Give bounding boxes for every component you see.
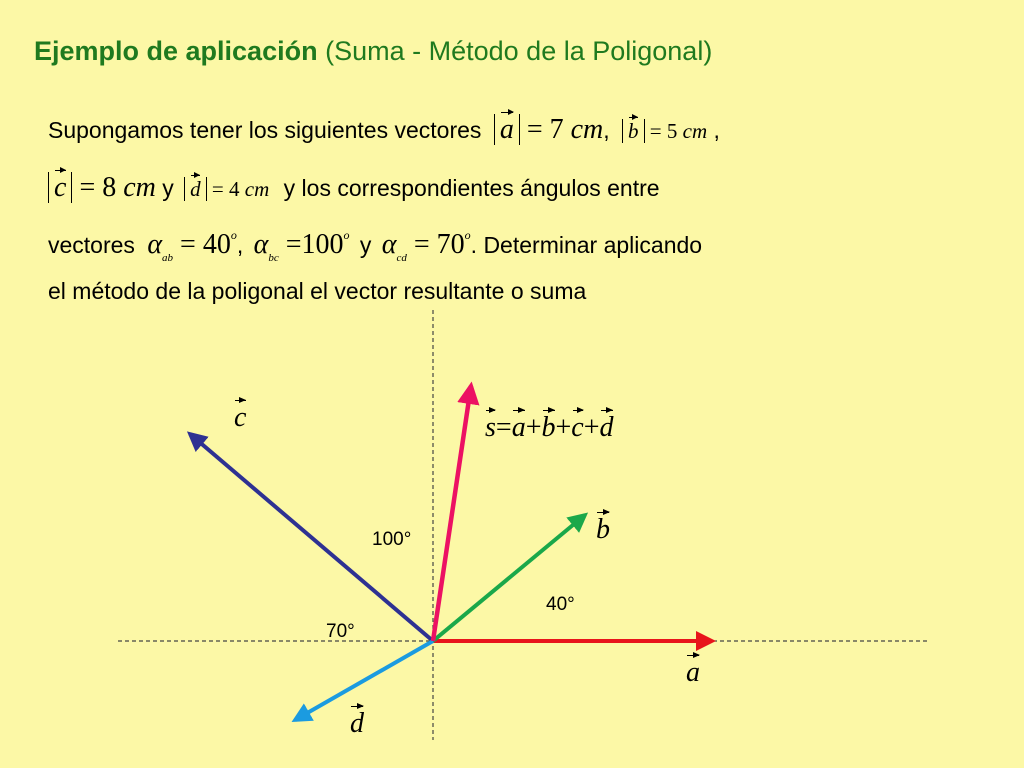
label-vector-c: c [234,402,247,433]
statement-text: y los correspondientes ángulos entre [283,175,660,201]
alpha-symbol: α [381,229,397,260]
degree-mark: o [343,228,350,242]
angle-bc-value: =100 [285,229,344,260]
vector-b-symbol: b [628,119,639,143]
magnitude-b-value: = 5 [649,119,678,143]
statement-line-4: el método de la poligonal el vector resultante o suma [48,278,587,304]
comma: , [713,117,720,143]
comma: , [236,232,244,258]
alpha-symbol: α [253,229,269,260]
comma: , [603,117,610,143]
vector-c-symbol: c [54,172,67,203]
sum-s-symbol: s [485,412,496,443]
label-vector-b: b [596,514,610,545]
magnitude-d-value: = 4 [211,177,240,201]
angle-label-40: 40° [546,594,575,615]
magnitude-a-value: = 7 [526,114,564,145]
title-rest: (Suma - Método de la Poligonal) [325,36,713,66]
vector-d-arrow [295,641,433,720]
conjunction-y: y [359,232,372,258]
title-bold: Ejemplo de aplicación [34,36,318,66]
magnitude-a-unit: cm [570,114,604,145]
magnitude-c-unit: cm [123,172,156,203]
statement-text: vectores [48,232,135,258]
label-vector-a: a [686,657,700,688]
vector-s-arrow [433,386,471,641]
magnitude-d-unit: cm [244,177,270,201]
subscript-cd: cd [396,252,407,264]
conjunction-y: y [162,175,174,201]
statement-text: . Determinar aplicando [470,232,703,258]
angle-ab-value: = 40 [180,229,231,260]
vector-d-symbol: d [190,177,201,201]
magnitude-b-unit: cm [682,119,708,143]
statement-text: Supongamos tener los siguientes vectores [48,117,482,143]
angle-label-100: 100° [372,529,412,550]
subscript-ab: ab [162,252,174,264]
sum-equals: = [495,412,512,443]
alpha-symbol: α [147,229,163,260]
subscript-bc: bc [268,252,279,264]
degree-mark: o [464,228,471,242]
magnitude-c-value: = 8 [79,172,117,203]
vector-b-arrow [433,515,585,641]
angle-label-70: 70° [326,621,355,642]
angle-cd-value: = 70 [413,229,465,260]
label-vector-d: d [350,708,364,739]
sum-equation: s=a+b+c+d [485,412,614,443]
degree-mark: o [230,228,237,242]
vector-a-symbol: a [499,114,514,145]
